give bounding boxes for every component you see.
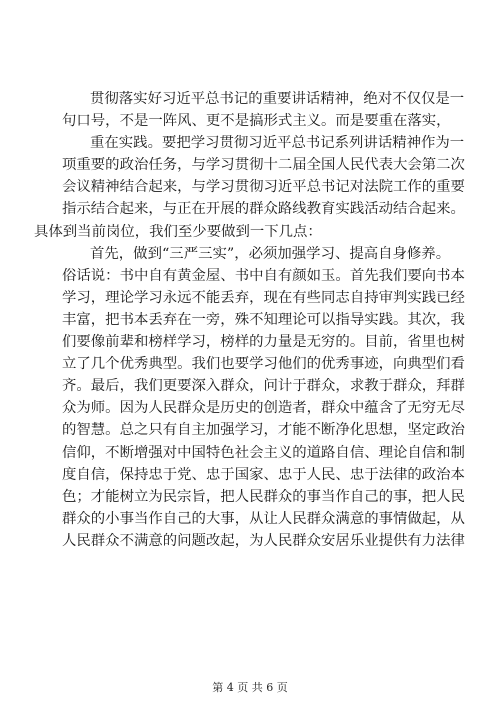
text-line: 会议精神结合起来，与学习贯彻习近平总书记对法院工作的重要 — [62, 179, 465, 196]
text-line: 重在实践。要把学习贯彻习近平总书记系列讲话精神作为一 — [90, 135, 465, 152]
text-line: 的智慧。总之只有自主加强学习，才能不断净化思想，坚定政治 — [62, 422, 465, 439]
text-line: 立了几个优秀典型。我们也要学习他们的优秀事迹，向典型们看 — [62, 356, 465, 373]
text-line: 度自信，保持忠于党、忠于国家、忠于人民、忠于法律的政治本 — [62, 466, 465, 483]
text-line: 首先，做到“三严三实”，必须加强学习、提高自身修养。 — [90, 245, 451, 262]
page-number-footer: 第 4 页 共 6 页 — [212, 681, 288, 694]
text-line: 贯彻落实好习近平总书记的重要讲话精神，绝对不仅仅是一 — [90, 91, 465, 107]
text-line: 群众的小事当作自己的大事，从让人民群众满意的事情做起，从 — [62, 510, 465, 527]
text-line: 学习，理论学习永远不能丢弃，现在有些同志自持审判实践已经 — [62, 289, 465, 306]
text-line: 句口号，不是一阵风、更不是搞形式主义。而是要重在落实， — [62, 113, 451, 130]
text-line: 众为师。因为人民群众是历史的创造者，群众中蕴含了无穷无尽 — [62, 400, 465, 417]
text-line: 信仰，不断增强对中国特色社会主义的道路自信、理论自信和制 — [62, 444, 465, 461]
text-line: 具体到当前岗位，我们至少要做到一下几点： — [34, 223, 322, 240]
text-line: 俗话说：书中自有黄金屋、书中自有颜如玉。首先我们要向书本 — [62, 267, 465, 284]
text-line: 项重要的政治任务，与学习贯彻十二届全国人民代表大会第二次 — [62, 157, 465, 174]
text-line: 丰富，把书本丢弃在一旁，殊不知理论可以指导实践。其次，我 — [62, 311, 465, 328]
text-line: 们要像前辈和榜样学习，榜样的力量是无穷的。目前，省里也树 — [62, 334, 465, 351]
text-line: 指示结合起来，与正在开展的群众路线教育实践活动结合起来。 — [62, 201, 465, 218]
body-text — [34, 88, 465, 552]
text-line: 色；才能树立为民宗旨，把人民群众的事当作自己的事，把人民 — [62, 488, 465, 505]
text-line: 齐。最后，我们更要深入群众，问计于群众，求教于群众，拜群 — [62, 378, 465, 395]
text-line: 人民群众不满意的问题改起，为人民群众安居乐业提供有力法律 — [62, 532, 465, 549]
